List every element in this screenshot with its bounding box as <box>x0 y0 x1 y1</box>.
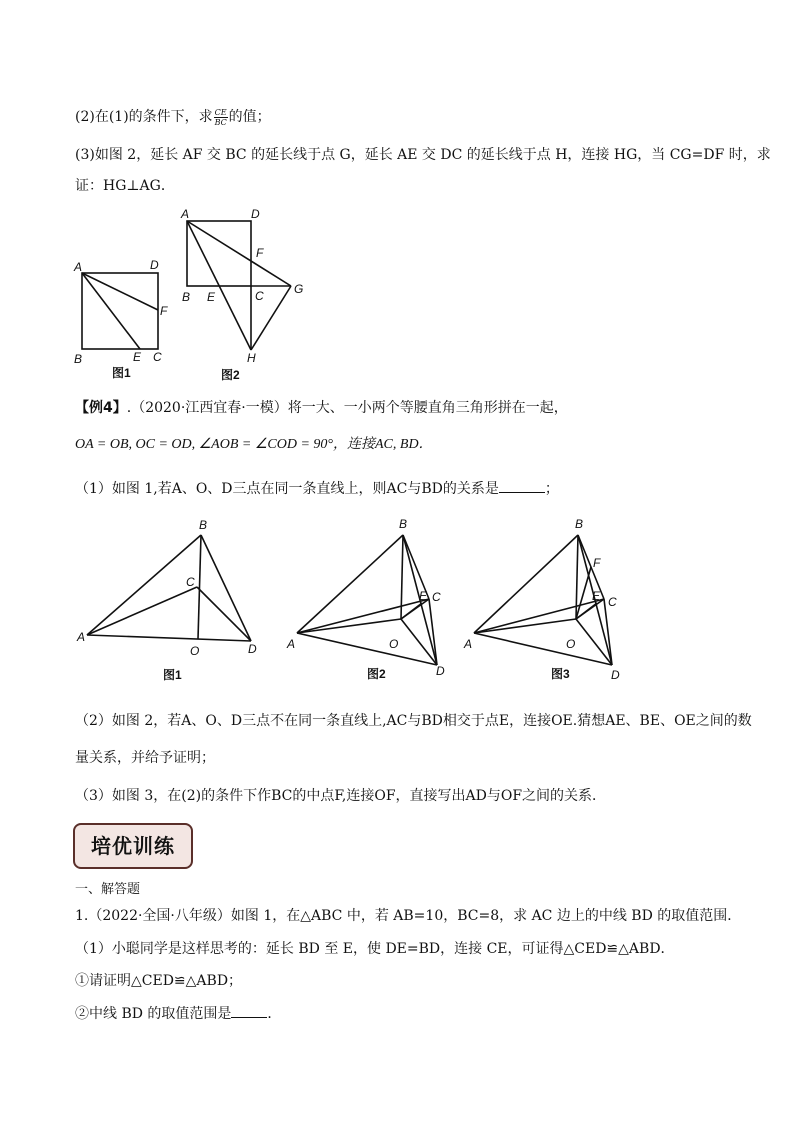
ex4-fig1-caption: 图1 <box>163 668 182 682</box>
question-3-line2: 证：HG⊥AG． <box>75 178 175 194</box>
ex4-fig1-label-D: D <box>248 642 257 656</box>
step-2-text: ②中线 BD 的取值范围是 <box>75 1006 232 1022</box>
fig2-label-A: A <box>181 207 190 221</box>
range-answer-blank[interactable] <box>231 1003 267 1018</box>
fig2-label-F: F <box>256 246 264 260</box>
training-1-step-2 <box>75 1003 281 1024</box>
question-3-line1: (3)如图 2，延长 AF 交 BC 的延长线于点 G，延长 AE 交 DC 的延长线于点 H，连接 HG，当 CG=DF 时，求 <box>75 147 771 163</box>
example-4-part-3: （3）如图 3，在(2)的条件下作BC的中点F,连接OF，直接写出AD与OF之间的关系． <box>75 788 607 804</box>
fig1-label-B: B <box>74 352 83 366</box>
section-heading: 一、解答题 <box>75 882 141 897</box>
example-4-tag: 【例4】 <box>75 400 127 416</box>
ex4-fig1-label-O: O <box>190 644 200 658</box>
example-4-part-2-line2: 量关系，并给予证明； <box>75 750 215 766</box>
fig1-label-C: C <box>153 350 162 364</box>
ex4-fig3-label-O: O <box>566 637 576 651</box>
fraction-denominator: BC <box>214 117 227 127</box>
example-4-part-2-line1: （2）如图 2，若A、O、D三点不在同一条直线上,AC与BD相交于点E，连接OE.猜想AE、BE、OE之间的数 <box>75 713 752 729</box>
fig2-label-C: C <box>255 289 264 303</box>
ex4-fig1-label-C: C <box>186 575 195 589</box>
training-1-part-1: （1）小聪同学是这样思考的：延长 BD 至 E，使 DE=BD，连接 CE，可证得△CED≌△ABD． <box>75 941 675 957</box>
ex4-fig1-label-B: B <box>199 518 208 532</box>
example-4-conditions: OA = OB, OC = OD, ∠AOB = ∠COD = 90°，连接AC, BD． <box>75 437 433 452</box>
part-1-text: （1）如图 1,若A、O、D三点在同一条直线上，则AC与BD的关系是 <box>75 481 499 497</box>
ex4-fig2-label-C: C <box>432 590 441 604</box>
ex4-fig3-label-D: D <box>611 668 620 682</box>
training-1-step-1: ①请证明△CED≌△ABD； <box>75 973 243 989</box>
fig2-label-B: B <box>182 290 191 304</box>
example-4-figure-3 <box>462 515 642 690</box>
fig2-label-D: D <box>251 207 260 221</box>
ex4-fig2-label-D: D <box>436 664 445 678</box>
section-badge-label: 培优训练 <box>91 834 175 858</box>
fig2-label-G: G <box>294 282 304 296</box>
ex4-fig2-label-A: A <box>287 637 296 651</box>
ex4-fig3-label-F: F <box>593 556 601 570</box>
fig2-caption: 图2 <box>221 368 240 382</box>
ex4-fig3-label-B: B <box>575 517 584 531</box>
example-4-heading <box>75 398 568 418</box>
fig1-label-E: E <box>133 350 142 364</box>
ex4-fig2-label-B: B <box>399 517 408 531</box>
ex4-fig2-caption: 图2 <box>367 667 386 681</box>
ex4-fig2-label-O: O <box>389 637 399 651</box>
training-1-stem: 1.（2022·全国·八年级）如图 1，在△ABC 中，若 AB=10，BC=8，求 AC 边上的中线 BD 的取值范围． <box>75 908 742 924</box>
ex4-fig3-caption: 图3 <box>551 667 570 681</box>
fraction-numerator: CE <box>214 107 227 117</box>
ex4-fig3-label-A: A <box>464 637 473 651</box>
fig1-label-F: F <box>160 304 168 318</box>
q2-suffix: 的值； <box>228 109 271 125</box>
example-4-figure-1 <box>75 515 275 690</box>
ratio-fraction <box>214 108 228 127</box>
ex4-fig3-label-C: C <box>608 595 617 609</box>
fig1-caption: 图1 <box>112 366 131 380</box>
question-2 <box>75 107 271 127</box>
step-2-suffix: ． <box>267 1006 282 1022</box>
example-4-figure-2 <box>285 515 465 690</box>
example-4-source: .（2020·江西宜春·一模）将一大、一小两个等腰直角三角形拼在一起， <box>126 400 568 416</box>
fig2-label-E: E <box>207 290 216 304</box>
fig2-label-H: H <box>247 351 256 365</box>
fig1-label-A: A <box>74 260 83 274</box>
figure-2-square <box>175 205 315 385</box>
section-badge <box>73 823 193 869</box>
answer-blank[interactable] <box>499 478 545 493</box>
fig1-label-D: D <box>150 258 159 272</box>
ex4-fig2-label-E: E <box>419 589 428 603</box>
ex4-fig3-label-E: E <box>592 589 601 603</box>
example-4-part-1 <box>75 478 559 499</box>
figure-1-square <box>70 255 180 385</box>
part-1-suffix: ； <box>544 481 559 497</box>
ex4-fig1-label-A: A <box>77 630 86 644</box>
q2-prefix: (2)在(1)的条件下，求 <box>75 109 213 125</box>
